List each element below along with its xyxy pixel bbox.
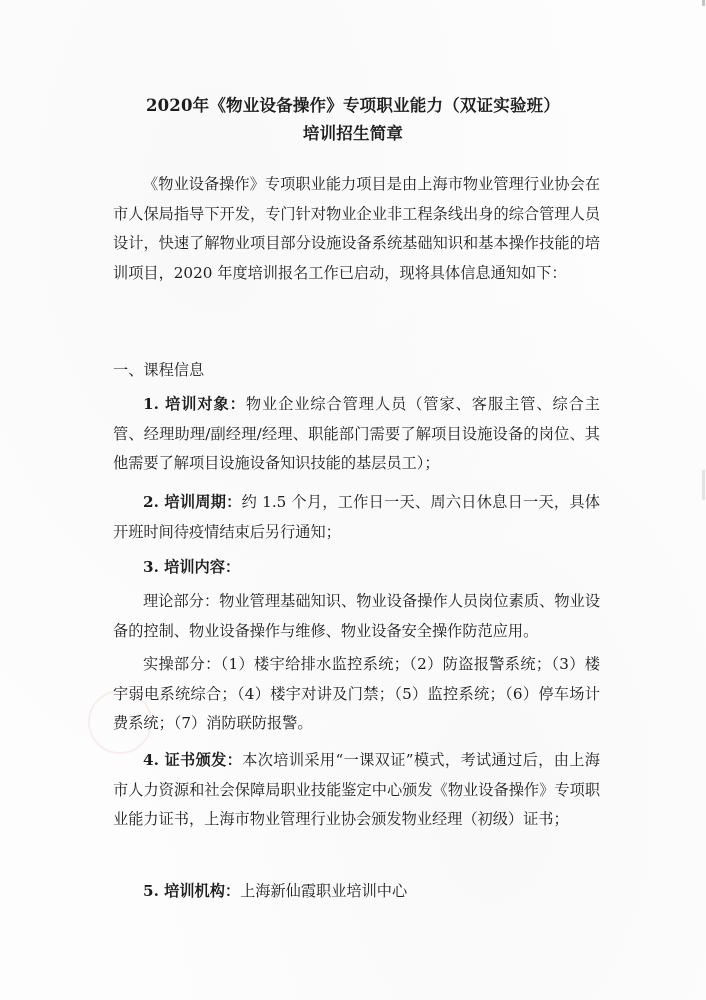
page-subtitle: 培训招生简章 bbox=[302, 124, 404, 143]
item-text: 约 1.5 个月，工作日一天、周六日休息日一天，具体开班时间待疫情结束后另行通知； bbox=[113, 493, 600, 541]
item-text: 上海新仙霞职业培训中心 bbox=[240, 882, 408, 900]
item-certificate bbox=[113, 746, 600, 835]
scan-edge-mark bbox=[702, 470, 705, 500]
item-label: 5. 培训机构： bbox=[143, 882, 241, 900]
item-label: 4. 证书颁发： bbox=[143, 751, 243, 769]
practice-paragraph: 实操部分：（1）楼宇给排水监控系统；（2）防盗报警系统；（3）楼宇弱电系统综合；（4）楼宇对讲及门禁；（5）监控系统；（6）停车场计费系统；（7）消防联防报警。 bbox=[113, 655, 600, 732]
intro-paragraph: 《物业设备操作》专项职业能力项目是由上海市物业管理行业协会在市人保局指导下开发，专门针对物业企业非工程条线出身的综合管理人员设计，快速了解物业项目部分设施设备系统基础知识和基本操作技能的培训项目，2020 年度培训报名工作已启动，现将具体信息通知如下： bbox=[113, 175, 600, 282]
page-title: 2020年《物业设备操作》专项职业能力（双证实验班） bbox=[145, 96, 561, 115]
theory-paragraph: 理论部分：物业管理基础知识、物业设备操作人员岗位素质、物业设备的控制、物业设备操作与维修、物业设备安全操作防范应用。 bbox=[113, 592, 600, 640]
item-label: 3. 培训内容： bbox=[143, 558, 241, 576]
item-label: 2. 培训周期： bbox=[143, 493, 242, 511]
item-label: 1. 培训对象： bbox=[143, 395, 246, 413]
scan-edge-mark bbox=[702, 0, 705, 6]
item-training-period bbox=[113, 488, 600, 547]
item-training-institution bbox=[113, 877, 600, 907]
item-training-target bbox=[113, 390, 600, 479]
item-text: 物业企业综合管理人员（管家、客服主管、综合主管、经理助理/副经理/经理、职能部门需要了解项目设施设备的岗位、其他需要了解项目设施设备知识技能的基层员工）； bbox=[113, 395, 600, 472]
section-heading-course-info: 一、课程信息 bbox=[113, 361, 205, 379]
item-text: 本次培训采用“一课双证”模式，考试通过后，由上海市人力资源和社会保障局职业技能鉴定中心颁发《物业设备操作》专项职业能力证书，上海市物业管理行业协会颁发物业经理（初级）证书； bbox=[113, 751, 600, 828]
item-training-content bbox=[113, 553, 600, 583]
